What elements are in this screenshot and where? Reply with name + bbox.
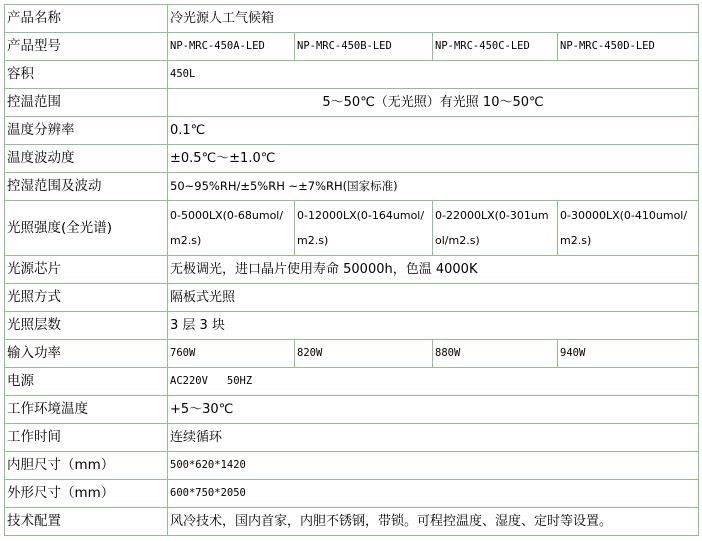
table-row [5,173,699,201]
table-row [5,508,699,536]
table-row [5,117,699,145]
row-label: 光源芯片 [5,256,168,284]
row-label: 产品型号 [5,33,168,61]
volume-value: 450L [168,61,699,89]
humidity-value: 50~95%RH/±5%RH ~±7%RH(国家标准) [168,173,699,201]
product-name: 冷光源人工气候箱 [168,5,699,33]
temp-resolution-value: 0.1℃ [168,117,699,145]
light-intensity-a: 0-5000LX(0-68umol/m2.s) [168,201,295,256]
power-c: 880W [433,340,558,368]
model-b: NP-MRC-450B-LED [295,33,433,61]
row-label: 产品名称 [5,5,168,33]
row-label: 电源 [5,368,168,396]
table-row [5,201,699,256]
row-label: 光照强度(全光谱) [5,201,168,256]
row-label: 光照层数 [5,312,168,340]
light-chip-value: 无极调光，进口晶片使用寿命 50000h，色温 4000K [168,256,699,284]
table-row [5,61,699,89]
table-row [5,284,699,312]
light-intensity-d: 0-30000LX(0-410umol/m2.s) [558,201,699,256]
row-label: 温度分辨率 [5,117,168,145]
row-label: 工作时间 [5,424,168,452]
model-a: NP-MRC-450A-LED [168,33,295,61]
power-supply-value: AC220V 50HZ [168,368,699,396]
power-d: 940W [558,340,699,368]
table-row [5,396,699,424]
ambient-temp-value: +5～30℃ [168,396,699,424]
temp-fluctuation-value: ±0.5℃～±1.0℃ [168,145,699,173]
table-row [5,89,699,117]
row-label: 内胆尺寸（mm） [5,452,168,480]
row-label: 温度波动度 [5,145,168,173]
light-layers-value: 3 层 3 块 [168,312,699,340]
table-row [5,480,699,508]
row-label: 技术配置 [5,508,168,536]
temp-range-value: 5～50℃（无光照）有光照 10～50℃ [168,89,699,117]
outer-size-value: 600*750*2050 [168,480,699,508]
light-mode-value: 隔板式光照 [168,284,699,312]
row-label: 控温范围 [5,89,168,117]
table-row [5,33,699,61]
light-intensity-b: 0-12000LX(0-164umol/m2.s) [295,201,433,256]
table-row [5,145,699,173]
model-d: NP-MRC-450D-LED [558,33,699,61]
table-row [5,452,699,480]
tech-config-value: 风冷技术，国内首家，内胆不锈钢，带锁。可程控温度、湿度、定时等设置。 [168,508,699,536]
power-a: 760W [168,340,295,368]
table-row [5,312,699,340]
table-row [5,368,699,396]
row-label: 外形尺寸（mm） [5,480,168,508]
light-intensity-c: 0-22000LX(0-301umol/m2.s) [433,201,558,256]
power-b: 820W [295,340,433,368]
row-label: 工作环境温度 [5,396,168,424]
working-time-value: 连续循环 [168,424,699,452]
spec-table [4,4,699,536]
row-label: 光照方式 [5,284,168,312]
table-row [5,424,699,452]
model-c: NP-MRC-450C-LED [433,33,558,61]
inner-size-value: 500*620*1420 [168,452,699,480]
row-label: 控湿范围及波动 [5,173,168,201]
row-label: 输入功率 [5,340,168,368]
table-row [5,5,699,33]
row-label: 容积 [5,61,168,89]
table-row [5,256,699,284]
table-row [5,340,699,368]
